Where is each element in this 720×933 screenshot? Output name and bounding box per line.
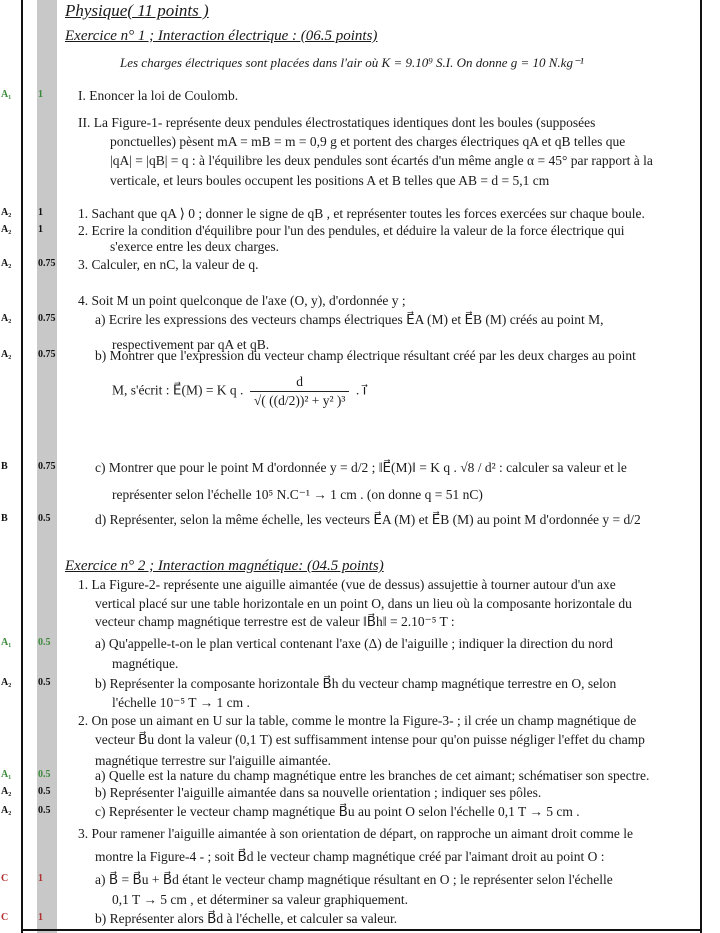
- question-line: 3. Pour ramener l'aiguille aimantée à son orientation de départ, on rapproche un aimant droit comme le: [78, 826, 633, 841]
- question-line: 1. La Figure-2- représente une aiguille aimantée (vue de dessus) assujettie à tourner autour d'un axe: [78, 577, 616, 592]
- question-line: 3. Calculer, en nC, la valeur de q.: [78, 257, 259, 272]
- question-line: II. La Figure-1- représente deux pendules électrostatiques identiques dont les boules (supposées: [78, 115, 596, 130]
- question-line: magnétique terrestre sur l'aiguille aimantée.: [95, 753, 331, 768]
- question-line: a) Qu'appelle-t-on le plan vertical contenant l'axe (Δ) de l'aiguille ; indiquer la direction du nord: [95, 636, 613, 651]
- bottom-border: [21, 929, 702, 931]
- question-line: a) Quelle est la nature du champ magnétique entre les branches de cet aimant; schématiser son spectre.: [95, 768, 650, 783]
- question-line: verticale, et leurs boules occupent les positions A et B telles que AB = d = 5,1 cm: [110, 173, 550, 188]
- formula-denominator: √( ((d/2))² + y² )³: [253, 393, 346, 408]
- grade-level: A₁: [1, 89, 12, 100]
- question-line: 1. Sachant que qA ⟩ 0 ; donner le signe de qB , et représenter toutes les forces exercées sur chaque boule.: [78, 206, 645, 221]
- grade-points: 1: [38, 873, 43, 884]
- grade-points: 0.5: [38, 677, 51, 688]
- grade-level: C: [1, 912, 9, 923]
- grade-points: 0.5: [38, 637, 51, 648]
- question-line: I. Enoncer la loi de Coulomb.: [78, 88, 239, 103]
- constants-line: Les charges électriques sont placées dans l'air où K = 9.10⁹ S.I. On donne g = 10 N.kg⁻¹: [120, 55, 584, 70]
- grade-points: 0.75: [38, 313, 56, 324]
- question-line: b) Montrer que l'expression du vecteur champ électrique résultant créé par les deux charges au point: [95, 348, 636, 363]
- grade-points: 1: [38, 912, 43, 923]
- exercise-1-title: Exercice n° 1 ; Interaction électrique : (06.5 points): [65, 28, 378, 44]
- question-line: a) Ecrire les expressions des vecteurs champs électriques E⃗A (M) et E⃗B (M) créés au point M,: [95, 312, 604, 327]
- grade-level: A₂: [1, 258, 12, 269]
- grade-points: 0.5: [38, 805, 51, 816]
- question-line: représenter selon l'échelle 10⁵ N.C⁻¹ → 1 cm . (on donne q = 51 nC): [112, 487, 483, 502]
- grade-level: A₁: [1, 637, 12, 648]
- formula-tail: . i⃗: [355, 382, 367, 398]
- formula-result-field: [112, 373, 366, 410]
- grade-points: 1: [38, 89, 43, 100]
- grade-level: A₂: [1, 349, 12, 360]
- question-line: d) Représenter, selon la même échelle, les vecteurs E⃗A (M) et E⃗B (M) au point M d'ordonnée y = d/2: [95, 512, 641, 527]
- question-line: c) Montrer que pour le point M d'ordonnée y = d/2 ; ‖E⃗(M)‖ = K q . √8 / d² : calculer sa valeur et le: [95, 460, 627, 475]
- grade-points: 1: [38, 207, 43, 218]
- grade-points: 0.5: [38, 786, 51, 797]
- question-line: vertical placé sur une table horizontale en un point O, dans un lieu où la composante horizontale du: [95, 596, 632, 611]
- grade-level: A₂: [1, 224, 12, 235]
- grade-level: A₂: [1, 786, 12, 797]
- question-line: b) Représenter alors B⃗d à l'échelle, et calculer sa valeur.: [95, 911, 398, 926]
- question-line: 2. On pose un aimant en U sur la table, comme le montre la Figure-3- ; il crée un champ magnétique de: [78, 713, 637, 728]
- grade-points: 0.75: [38, 349, 56, 360]
- grade-points: 1: [38, 224, 43, 235]
- section-title: Physique( 11 points ): [65, 1, 209, 20]
- question-line: magnétique.: [112, 656, 179, 671]
- question-line: |qA| = |qB| = q : à l'équilibre les deux pendules sont écartés d'un même angle α = 45° par rapport à la: [110, 153, 653, 168]
- grade-level: B: [1, 461, 8, 472]
- question-line: 4. Soit M un point quelconque de l'axe (O, y), d'ordonnée y ;: [78, 293, 406, 308]
- question-line: vecteur B⃗u dont la valeur (0,1 T) est suffisamment intense pour qu'on puisse négliger l'effet du champ: [95, 732, 645, 747]
- grade-level: A₂: [1, 677, 12, 688]
- question-line: l'échelle 10⁻⁵ T → 1 cm .: [112, 695, 250, 710]
- grade-level: A₂: [1, 207, 12, 218]
- question-line: c) Représenter le vecteur champ magnétique B⃗u au point O selon l'échelle 0,1 T → 5 cm .: [95, 804, 580, 819]
- question-line: s'exerce entre les deux charges.: [110, 239, 279, 254]
- left-border: [21, 0, 23, 933]
- formula-fraction: [250, 373, 350, 410]
- question-line: 0,1 T → 5 cm , et déterminer sa valeur graphiquement.: [112, 892, 409, 907]
- right-border: [700, 0, 702, 933]
- grade-level: A₂: [1, 313, 12, 324]
- question-line: vecteur champ magnétique terrestre est de valeur ‖B⃗h‖ = 2.10⁻⁵ T :: [95, 614, 455, 629]
- exercise-2-title: Exercice n° 2 ; Interaction magnétique: (04.5 points): [65, 558, 384, 574]
- grade-level: A₁: [1, 769, 12, 780]
- formula-numerator: d: [250, 373, 350, 392]
- question-line: respectivement par qA et qB.: [112, 337, 270, 352]
- grade-points: 0.75: [38, 258, 56, 269]
- grade-level: A₂: [1, 805, 12, 816]
- grade-points: 0.5: [38, 769, 51, 780]
- grade-level: B: [1, 513, 8, 524]
- question-line: montre la Figure-4 - ; soit B⃗d le vecteur champ magnétique créé par l'aimant droit au point O :: [95, 849, 605, 864]
- question-line: b) Représenter l'aiguille aimantée dans sa nouvelle orientation ; indiquer ses pôles.: [95, 785, 542, 800]
- question-line: 2. Ecrire la condition d'équilibre pour l'un des pendules, et déduire la valeur de la force électrique qui: [78, 223, 625, 238]
- grade-points: 0.75: [38, 461, 56, 472]
- question-line: b) Représenter la composante horizontale B⃗h du vecteur champ magnétique terrestre en O, selon: [95, 676, 617, 691]
- formula-prefix: M, s'écrit : E⃗(M) = K q .: [112, 382, 244, 398]
- question-line: ponctuelles) pèsent mA = mB = m = 0,9 g et portent des charges électriques qA et qB telles que: [110, 134, 626, 149]
- grade-points: 0.5: [38, 513, 51, 524]
- grade-level: C: [1, 873, 9, 884]
- question-line: a) B⃗ = B⃗u + B⃗d étant le vecteur champ magnétique résultant en O ; le représenter selon l'échelle: [95, 872, 613, 887]
